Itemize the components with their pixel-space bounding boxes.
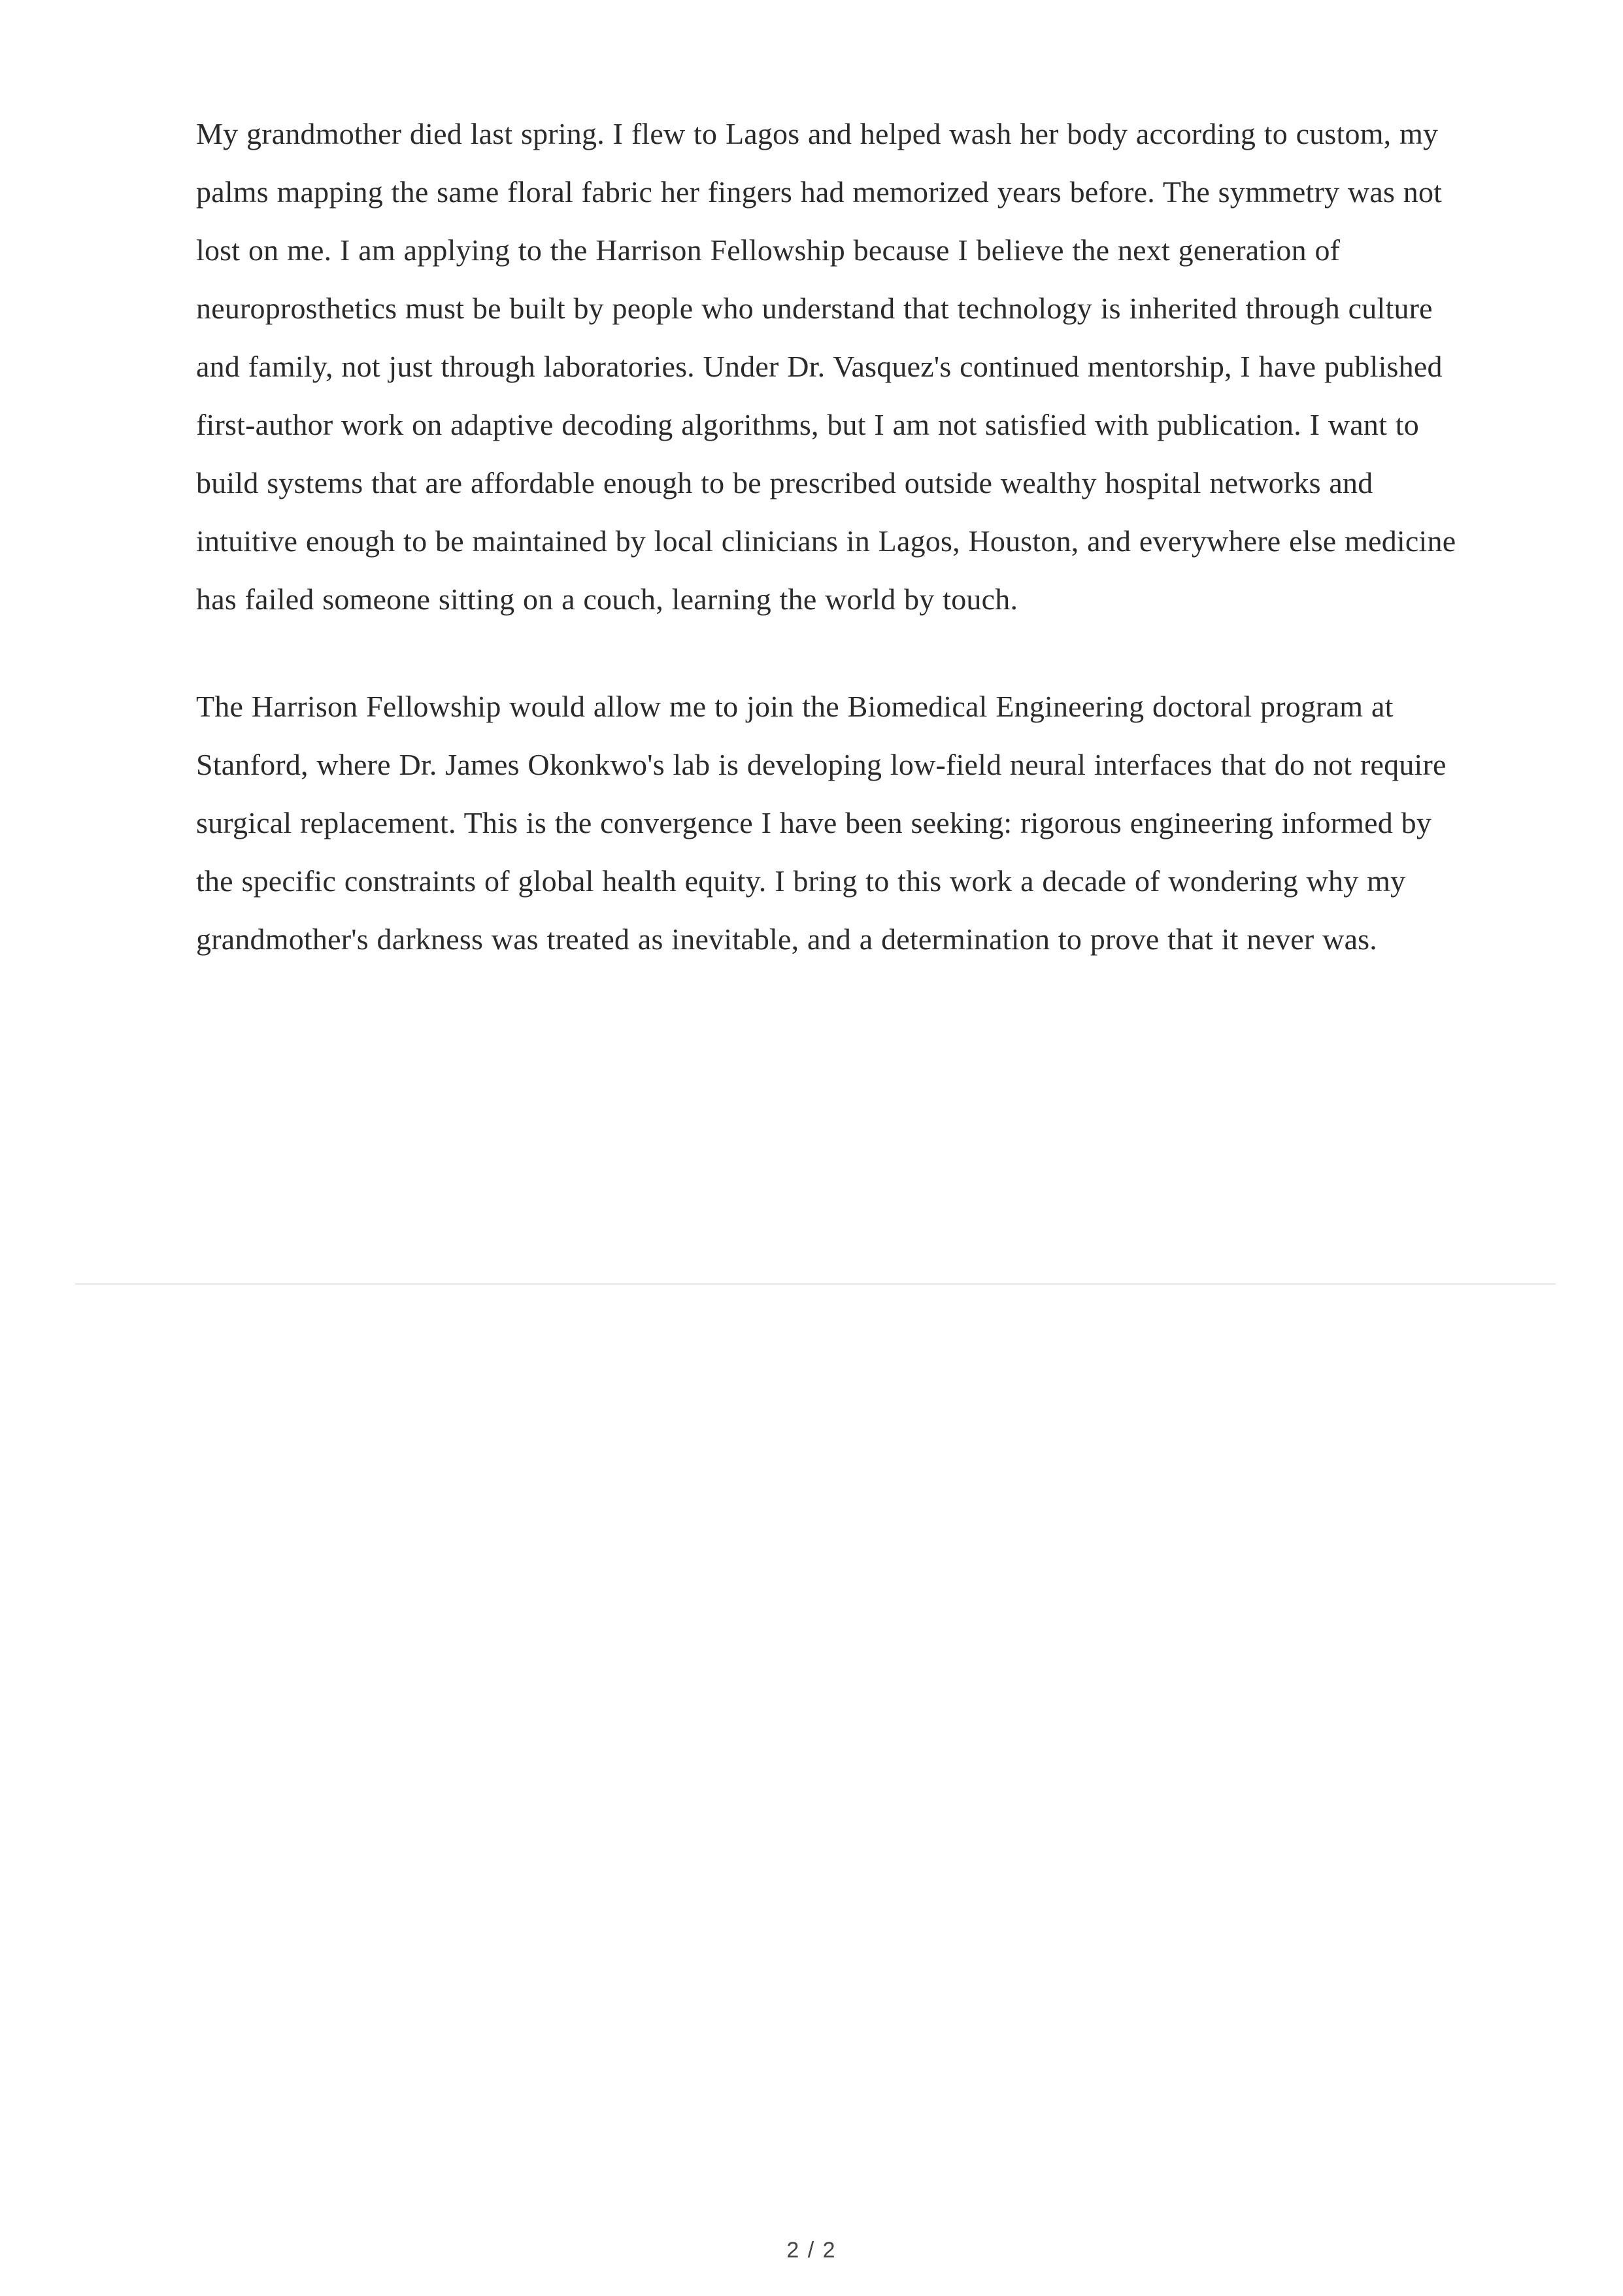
paragraph-1: My grandmother died last spring. I flew to Lagos and helped wash her body according to custom, my palms mapping the same floral fabric her fingers had memorized years before. The symmetry was not lost on me. I am applying to the Harrison Fellowship because I believe the next generation of neuroprosthetics must be built by people who understand that technology is inherited through culture and family, not just through laboratories. Under Dr. Vasquez's continued mentorship, I have published first-author work on adaptive decoding algorithms, but I am not satisfied with publication. I want to build systems that are affordable enough to be prescribed outside wealthy hospital networks and intuitive enough to be maintained by local clinicians in Lagos, Houston, and everywhere else medicine has failed someone sitting on a couch, learning the world by touch. <box>196 117 1456 616</box>
paragraph-2: The Harrison Fellowship would allow me to join the Biomedical Engineering doctoral program at Stanford, where Dr. James Okonkwo's lab is developing low-field neural interfaces that do not require surgical replacement. This is the convergence I have been seeking: rigorous engineering informed by the specific constraints of global health equity. I bring to this work a decade of wondering why my grandmother's darkness was treated as inevitable, and a determination to prove that it never was. <box>196 690 1447 956</box>
document-body <box>196 105 1464 968</box>
page-number: 2 / 2 <box>786 2238 837 2263</box>
page-divider <box>75 1283 1556 1285</box>
